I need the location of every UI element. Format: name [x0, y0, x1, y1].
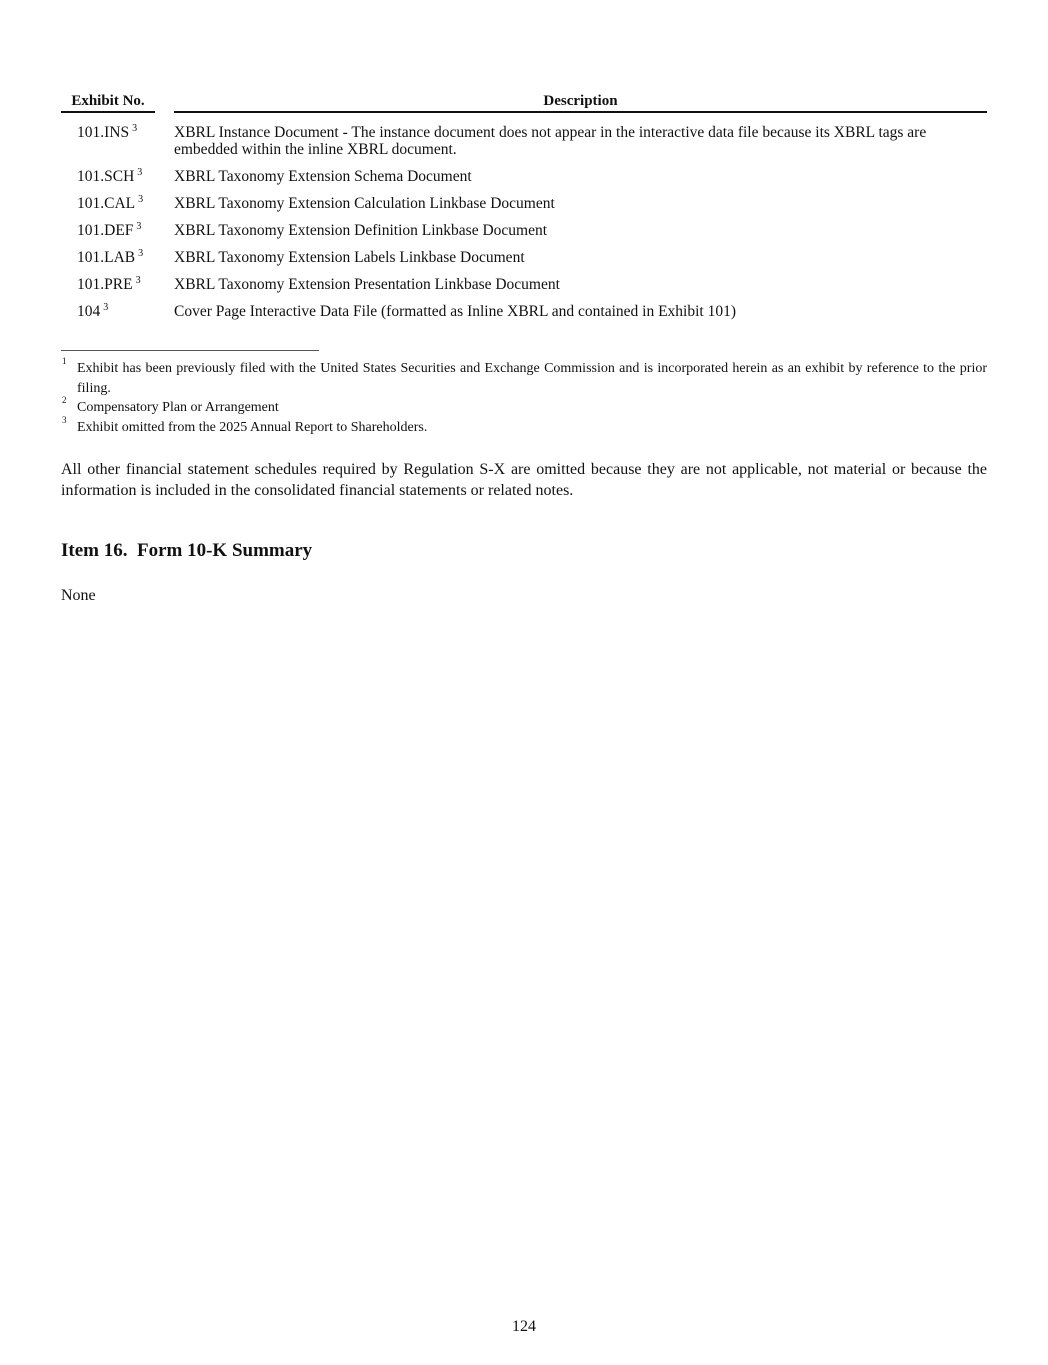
- table-row: [61, 158, 987, 185]
- description-cell: Cover Page Interactive Data File (formatted as Inline XBRL and contained in Exhibit 101): [174, 303, 736, 320]
- footnote-divider: [61, 350, 319, 351]
- table-row: [61, 239, 987, 266]
- exhibit-no-cell: 101.PRE $^3$: [77, 275, 141, 293]
- description-header: Description: [174, 90, 987, 113]
- section-heading: Item 16. Form 10-K Summary: [61, 540, 313, 561]
- footnote: [61, 414, 987, 438]
- footnote-text: Exhibit omitted from the 2025 Annual Report to Shareholders.: [77, 419, 428, 435]
- exhibit-no-cell: 101.CAL $^3$: [77, 194, 144, 212]
- table-row: [61, 185, 987, 212]
- page-number: 124: [512, 1318, 536, 1335]
- footnote-mark: 2: [62, 395, 67, 405]
- footnote-ref: 3: [137, 167, 143, 178]
- exhibit-no-cell: 101.INS $^3$: [77, 123, 138, 141]
- description-cell: XBRL Taxonomy Extension Presentation Linkbase Document: [174, 276, 560, 293]
- footnote-ref: 3: [135, 275, 141, 286]
- exhibit-no-cell: 104 $^3$: [77, 302, 109, 320]
- footnote-ref: 3: [132, 123, 138, 134]
- footnote-mark: 3: [62, 414, 67, 425]
- description-cell: XBRL Taxonomy Extension Calculation Linkbase Document: [174, 195, 555, 212]
- schedules-paragraph: All other financial statement schedules required by Regulation S-X are omitted because they are not applicable, not material or because the information is included in the consolidated financial statements or related notes.: [61, 461, 987, 499]
- footnote-text: Compensatory Plan or Arrangement: [77, 400, 279, 415]
- table-row: [61, 113, 987, 158]
- description-cell: XBRL Taxonomy Extension Labels Linkbase Document: [174, 249, 525, 266]
- footnote-ref: 3: [138, 248, 144, 259]
- footnotes: [61, 356, 987, 437]
- exhibit-no-header: Exhibit No.: [61, 90, 155, 113]
- section-body: None: [61, 587, 96, 604]
- description-cell: XBRL Instance Document - The instance document does not appear in the interactive data file because its XBRL tags are embedded within the inline XBRL document.: [174, 124, 927, 158]
- exhibit-table: [61, 90, 987, 320]
- table-header-row: [61, 90, 987, 113]
- footnote-ref: 3: [136, 221, 142, 232]
- footnote-mark: 1: [62, 356, 67, 366]
- footnote: [61, 395, 987, 418]
- table-row: [61, 266, 987, 293]
- footnote-ref: 3: [138, 194, 144, 205]
- footnote: [61, 356, 987, 398]
- exhibit-no-cell: 101.SCH $^3$: [77, 167, 143, 185]
- description-cell: XBRL Taxonomy Extension Definition Linkbase Document: [174, 222, 548, 239]
- table-row: [61, 293, 987, 320]
- footnote-ref: 3: [103, 302, 109, 313]
- exhibit-no-cell: 101.LAB $^3$: [77, 248, 144, 266]
- footnote-text: Exhibit has been previously filed with the United States Securities and Exchange Commission and is incorporated herein as an exhibit by reference to the prior filing.: [77, 361, 987, 396]
- exhibit-no-cell: 101.DEF $^3$: [77, 221, 142, 239]
- description-cell: XBRL Taxonomy Extension Schema Document: [174, 168, 472, 185]
- table-row: [61, 212, 987, 239]
